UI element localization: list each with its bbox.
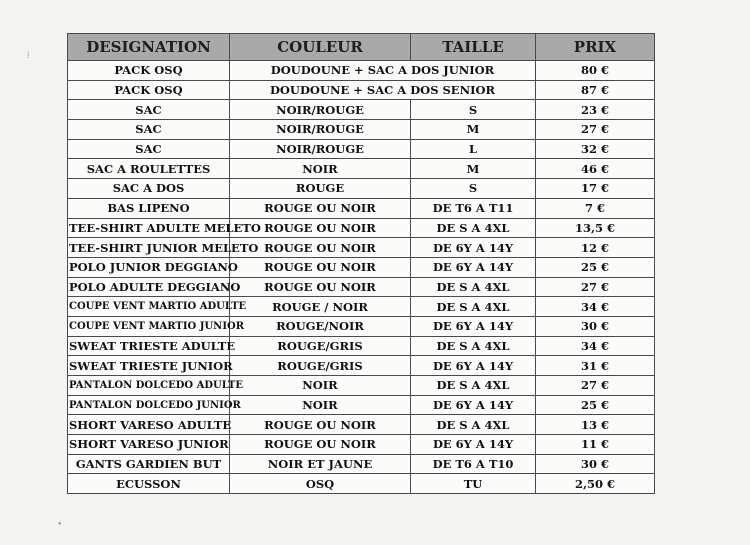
cell-couleur: ROUGE OU NOIR <box>230 257 411 277</box>
cell-taille: M <box>411 159 536 179</box>
cell-prix: 46 € <box>536 159 655 179</box>
cell-taille: DE S A 4XL <box>411 415 536 435</box>
cell-couleur: NOIR <box>230 376 411 396</box>
cell-couleur: NOIR <box>230 159 411 179</box>
cell-taille: DE T6 A T11 <box>411 198 536 218</box>
table-row <box>68 139 655 159</box>
cell-couleur: ROUGE/GRIS <box>230 356 411 376</box>
cell-prix: 25 € <box>536 395 655 415</box>
table-row <box>68 257 655 277</box>
cell-taille: DE S A 4XL <box>411 277 536 297</box>
cell-prix: 13,5 € <box>536 218 655 238</box>
table-row <box>68 316 655 336</box>
table-row <box>68 474 655 494</box>
table-row <box>68 435 655 455</box>
table-row <box>68 376 655 396</box>
cell-designation: GANTS GARDIEN BUT <box>68 454 230 474</box>
cell-designation: POLO ADULTE DEGGIANO <box>68 277 230 297</box>
cell-designation: SAC A DOS <box>68 179 230 199</box>
cell-prix: 23 € <box>536 100 655 120</box>
header-taille: TAILLE <box>411 34 536 61</box>
cell-designation: SWEAT TRIESTE JUNIOR <box>68 356 230 376</box>
cell-couleur: ROUGE / NOIR <box>230 297 411 317</box>
header-row <box>68 34 655 61</box>
table-row <box>68 336 655 356</box>
cell-couleur: NOIR/ROUGE <box>230 120 411 140</box>
cell-couleur: NOIR <box>230 395 411 415</box>
cell-couleur-taille-merged: DOUDOUNE + SAC A DOS JUNIOR <box>230 61 536 81</box>
cell-designation: POLO JUNIOR DEGGIANO <box>68 257 230 277</box>
cell-couleur: ROUGE OU NOIR <box>230 238 411 258</box>
table-row <box>68 179 655 199</box>
cell-prix: 34 € <box>536 297 655 317</box>
cell-designation: SWEAT TRIESTE ADULTE <box>68 336 230 356</box>
table-row <box>68 100 655 120</box>
cell-couleur: ROUGE OU NOIR <box>230 198 411 218</box>
cell-couleur: ROUGE OU NOIR <box>230 277 411 297</box>
cell-designation: PACK OSQ <box>68 80 230 100</box>
table-row <box>68 120 655 140</box>
cell-taille: DE S A 4XL <box>411 376 536 396</box>
cell-prix: 2,50 € <box>536 474 655 494</box>
cell-taille: DE S A 4XL <box>411 336 536 356</box>
cell-designation: PANTALON DOLCEDO ADULTE <box>68 376 230 396</box>
cell-taille: M <box>411 120 536 140</box>
table-row <box>68 297 655 317</box>
table-row <box>68 80 655 100</box>
cell-designation: PANTALON DOLCEDO JUNIOR <box>68 395 230 415</box>
cell-taille: DE 6Y A 14Y <box>411 238 536 258</box>
cell-prix: 27 € <box>536 120 655 140</box>
cell-couleur: NOIR ET JAUNE <box>230 454 411 474</box>
cell-prix: 17 € <box>536 179 655 199</box>
table-row <box>68 277 655 297</box>
cell-designation: TEE-SHIRT JUNIOR MELETO <box>68 238 230 258</box>
cell-prix: 7 € <box>536 198 655 218</box>
table-row <box>68 61 655 81</box>
cell-prix: 13 € <box>536 415 655 435</box>
cell-couleur: ROUGE OU NOIR <box>230 435 411 455</box>
header-couleur: COULEUR <box>230 34 411 61</box>
cell-prix: 87 € <box>536 80 655 100</box>
cell-prix: 11 € <box>536 435 655 455</box>
cell-prix: 31 € <box>536 356 655 376</box>
cell-prix: 32 € <box>536 139 655 159</box>
cell-taille: DE S A 4XL <box>411 218 536 238</box>
cell-designation: ECUSSON <box>68 474 230 494</box>
cell-designation: COUPE VENT MARTIO JUNIOR <box>68 316 230 336</box>
cell-taille: DE 6Y A 14Y <box>411 395 536 415</box>
cell-taille: DE 6Y A 14Y <box>411 435 536 455</box>
header-prix: PRIX <box>536 34 655 61</box>
cell-couleur: NOIR/ROUGE <box>230 139 411 159</box>
cell-taille: L <box>411 139 536 159</box>
table-row <box>68 454 655 474</box>
table-row <box>68 198 655 218</box>
cell-couleur: OSQ <box>230 474 411 494</box>
cell-taille: DE T6 A T10 <box>411 454 536 474</box>
table-row <box>68 395 655 415</box>
cell-prix: 27 € <box>536 277 655 297</box>
cell-designation: SAC <box>68 120 230 140</box>
scan-speck: • <box>57 520 63 530</box>
cell-couleur: ROUGE OU NOIR <box>230 415 411 435</box>
cell-couleur: ROUGE/NOIR <box>230 316 411 336</box>
cell-taille: DE S A 4XL <box>411 297 536 317</box>
table-row <box>68 159 655 179</box>
cell-taille: TU <box>411 474 536 494</box>
cell-taille: S <box>411 100 536 120</box>
cell-designation: TEE-SHIRT ADULTE MELETO <box>68 218 230 238</box>
cell-designation: SAC <box>68 139 230 159</box>
scan-speck: ⁞ <box>27 51 30 61</box>
cell-designation: PACK OSQ <box>68 61 230 81</box>
header-designation: DESIGNATION <box>68 34 230 61</box>
table-row <box>68 356 655 376</box>
cell-taille: S <box>411 179 536 199</box>
cell-prix: 30 € <box>536 454 655 474</box>
cell-taille: DE 6Y A 14Y <box>411 356 536 376</box>
cell-couleur-taille-merged: DOUDOUNE + SAC A DOS SENIOR <box>230 80 536 100</box>
cell-designation: SAC <box>68 100 230 120</box>
table-row <box>68 218 655 238</box>
cell-designation: SAC A ROULETTES <box>68 159 230 179</box>
cell-prix: 34 € <box>536 336 655 356</box>
cell-couleur: ROUGE/GRIS <box>230 336 411 356</box>
price-table <box>67 33 655 494</box>
cell-prix: 25 € <box>536 257 655 277</box>
cell-prix: 80 € <box>536 61 655 81</box>
cell-taille: DE 6Y A 14Y <box>411 316 536 336</box>
cell-taille: DE 6Y A 14Y <box>411 257 536 277</box>
cell-couleur: NOIR/ROUGE <box>230 100 411 120</box>
cell-couleur: ROUGE <box>230 179 411 199</box>
cell-designation: SHORT VARESO ADULTE <box>68 415 230 435</box>
table-body <box>68 61 655 494</box>
cell-prix: 30 € <box>536 316 655 336</box>
cell-designation: SHORT VARESO JUNIOR <box>68 435 230 455</box>
cell-prix: 12 € <box>536 238 655 258</box>
cell-prix: 27 € <box>536 376 655 396</box>
cell-designation: COUPE VENT MARTIO ADULTE <box>68 297 230 317</box>
cell-couleur: ROUGE OU NOIR <box>230 218 411 238</box>
table-header <box>68 34 655 61</box>
cell-designation: BAS LIPENO <box>68 198 230 218</box>
table-row <box>68 415 655 435</box>
table-row <box>68 238 655 258</box>
